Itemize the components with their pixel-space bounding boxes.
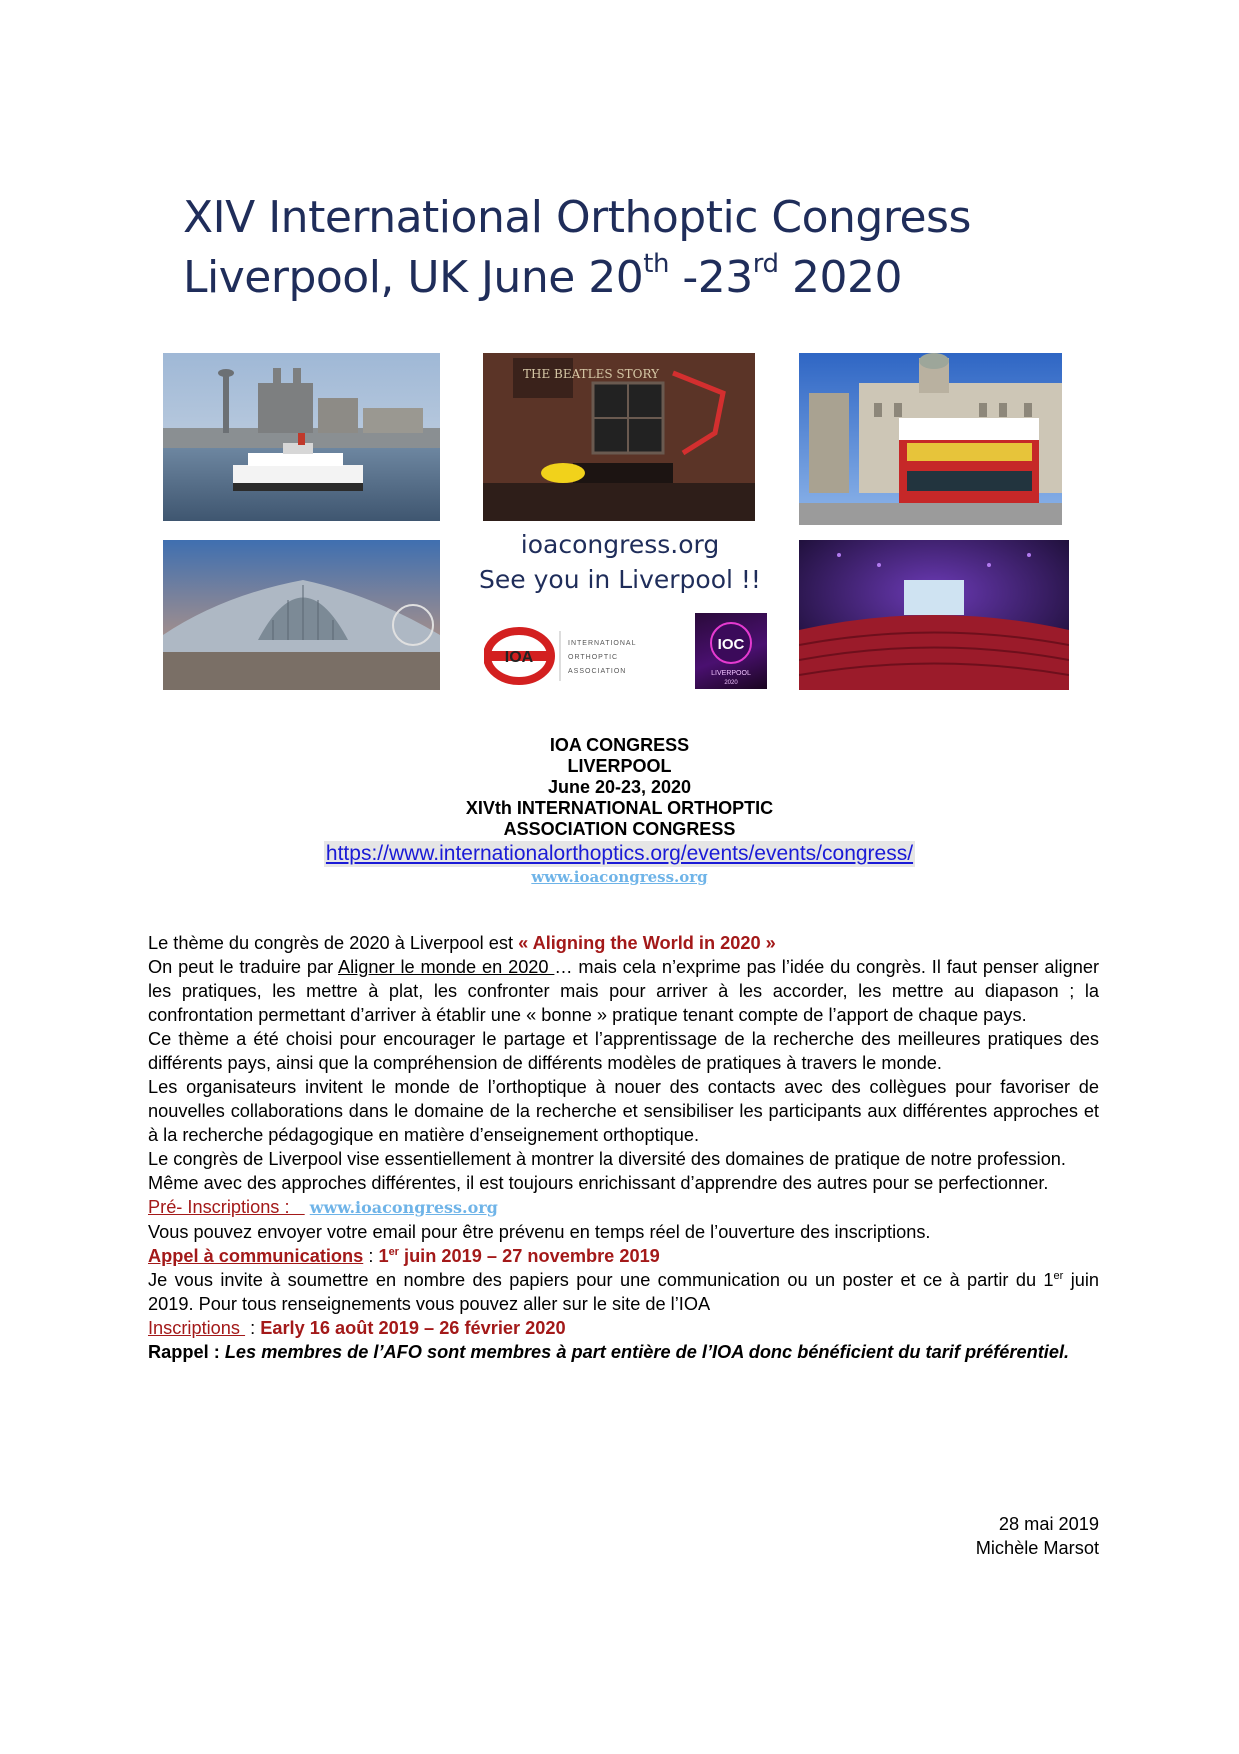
ioa-org-line-3: ASSOCIATION xyxy=(568,668,627,675)
paragraph-diversity: Le congrès de Liverpool vise essentiellement à montrer la diversité des domaines de pratique de notre profession. xyxy=(148,1149,1066,1169)
ioc-logo-year: 2020 xyxy=(724,680,738,686)
title-line-1: XIV International Orthoptic Congress xyxy=(183,192,971,243)
ioa-logo-text: IOA xyxy=(504,649,534,666)
call-for-papers-date-a: 1 xyxy=(378,1246,389,1266)
paragraph-pre-registration xyxy=(148,1195,1099,1220)
photo-waterfront-ferry xyxy=(163,353,440,521)
submit-text-sup: er xyxy=(1053,1270,1064,1282)
body-text xyxy=(148,931,1099,1364)
collage-website: ioacongress.org xyxy=(520,530,720,559)
signature-author: Michèle Marsot xyxy=(975,1538,1099,1558)
title-line-2-a: Liverpool, UK June 20 xyxy=(183,252,644,303)
signature-date: 28 mai 2019 xyxy=(998,1514,1099,1534)
paragraph-reminder xyxy=(148,1340,1099,1364)
header-line-3: June 20-23, 2020 xyxy=(547,777,692,797)
paragraph-organisers: Les organisateurs invitent le monde de l’orthoptique à nouer des contacts avec des collègues pour favoriser de nouvelles collaborations dans le domaine de la recherche et sensibiliser les participants aux différentes approches et à la recherche pédagogique en matière d’enseignement orthoptique. xyxy=(148,1077,1099,1145)
title-superscript-th: th xyxy=(643,249,669,279)
photo-collage xyxy=(0,0,1239,700)
submit-text-b: juin 2019. Pour tous renseignements vous pouvez aller sur le site de l’IOA xyxy=(148,1270,1100,1314)
registration-label: Inscriptions xyxy=(148,1318,240,1338)
ioa-logo xyxy=(484,625,656,687)
translation-rest: … mais cela n’exprime pas l’idée du congrès. Il faut penser aligner les pratiques, les mettre à plat, les confronter mais pour arriver à les accorder, les mettre au diapason ; la confrontation permettant d’arriver à établir une « bonne » pratique tenant compte de l’apport de chaque pays. xyxy=(148,957,1099,1025)
photo-tour-bus xyxy=(799,353,1062,525)
ioa-congress-link[interactable]: https://www.internationalorthoptics.org/events/events/congress/ xyxy=(325,842,914,865)
ioacongress-website-link[interactable]: www.ioacongress.org xyxy=(531,868,708,886)
ioc-logo-text: IOC xyxy=(717,636,745,653)
ioa-org-line-2: ORTHOPTIC xyxy=(568,654,619,661)
ioc-logo-city: LIVERPOOL xyxy=(711,670,751,677)
title-line-2-c: 2020 xyxy=(778,252,903,303)
call-for-papers-label: Appel à communications xyxy=(148,1246,364,1266)
ioa-org-line-1: INTERNATIONAL xyxy=(568,640,637,647)
translation-intro: On peut le traduire par xyxy=(148,957,339,977)
pre-registration-label: Pré- Inscriptions : xyxy=(148,1197,290,1217)
paragraph-call-for-papers xyxy=(148,1244,1099,1268)
paragraph-choice: Ce thème a été choisi pour encourager le partage et l’apprentissage de la recherche des meilleures pratiques des différents pays, ainsi que la compréhension de différents modèles de pratiques à travers le monde. xyxy=(148,1029,1099,1073)
photo-sign-text: THE BEATLES STORY xyxy=(523,367,660,381)
call-for-papers-date-sup: er xyxy=(388,1246,399,1258)
collage-tagline: See you in Liverpool !! xyxy=(479,565,761,594)
reminder-text: Les membres de l’AFO sont membres à part entière de l’IOA donc bénéficient du tarif préférentiel. xyxy=(224,1342,1070,1362)
header-line-5: ASSOCIATION CONGRESS xyxy=(503,819,736,839)
photo-auditorium xyxy=(799,540,1069,690)
signature-block xyxy=(976,1512,1099,1560)
paragraph-theme xyxy=(148,931,1099,955)
submit-text-a: Je vous invite à soumettre en nombre des papiers pour une communication ou un poster et ce à partir du 1 xyxy=(148,1270,1054,1290)
photo-arena xyxy=(163,540,440,690)
congress-header-block xyxy=(140,735,1099,887)
theme-title: « Aligning the World in 2020 » xyxy=(518,933,776,953)
header-line-2: LIVERPOOL xyxy=(567,756,672,776)
call-for-papers-date-b: juin 2019 – 27 novembre 2019 xyxy=(398,1246,660,1266)
header-line-4: XIVth INTERNATIONAL ORTHOPTIC xyxy=(465,798,774,818)
ioc-logo xyxy=(695,613,767,689)
title-superscript-rd: rd xyxy=(752,249,779,279)
call-for-papers-separator: : xyxy=(363,1246,379,1266)
paragraph-translation xyxy=(148,955,1099,1027)
theme-intro: Le thème du congrès de 2020 à Liverpool est xyxy=(148,933,519,953)
paragraph-approaches: Même avec des approches différentes, il est toujours enrichissant d’apprendre des autres pour se perfectionner. xyxy=(148,1173,1049,1193)
reminder-label: Rappel : xyxy=(148,1342,225,1362)
pre-registration-link[interactable]: www.ioacongress.org xyxy=(309,1198,498,1217)
paragraph-registration xyxy=(148,1316,1099,1340)
photo-beatles-story xyxy=(483,353,755,521)
paragraph-email: Vous pouvez envoyer votre email pour être prévenu en temps réel de l’ouverture des inscriptions. xyxy=(148,1222,931,1242)
translation-underlined: Aligner le monde en 2020 xyxy=(338,957,555,977)
title-line-2-b: -23 xyxy=(668,252,753,303)
registration-dates: Early 16 août 2019 – 26 février 2020 xyxy=(260,1318,566,1338)
title-line-2 xyxy=(183,248,1143,308)
document-title xyxy=(183,188,1143,308)
header-line-1: IOA CONGRESS xyxy=(549,735,690,755)
registration-separator: : xyxy=(245,1318,261,1338)
paragraph-submit xyxy=(148,1268,1099,1316)
